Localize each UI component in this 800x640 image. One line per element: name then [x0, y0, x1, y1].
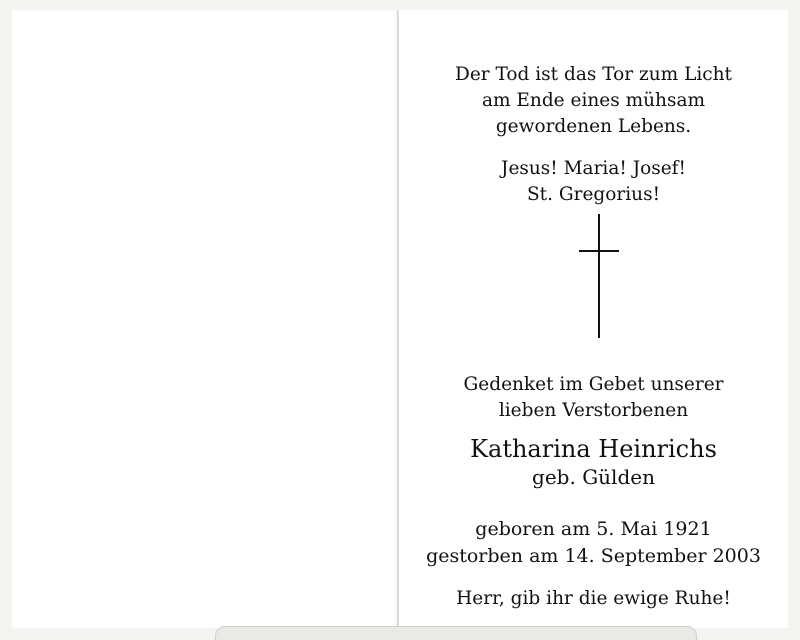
life-dates	[399, 516, 788, 570]
verse-line-2: am Ende eines mühsam	[481, 90, 706, 111]
birth-date: geboren am 5. Mai 1921	[475, 518, 712, 540]
verse-line-3: gewordenen Lebens.	[495, 116, 692, 137]
verse-line-1: Der Tod ist das Tor zum Licht	[454, 64, 732, 85]
invocation-line-1: Jesus! Maria! Josef!	[501, 158, 686, 179]
invocation-block	[399, 156, 788, 208]
latin-cross-icon	[579, 214, 619, 338]
cross-vertical-beam	[598, 214, 600, 338]
maiden-name: geb. Gülden	[532, 465, 655, 489]
verse-block	[399, 62, 788, 140]
scanner-tab-edge	[215, 626, 697, 640]
remembrance-block	[399, 372, 788, 424]
closing-prayer: Herr, gib ihr die ewige Ruhe!	[456, 588, 731, 609]
invocation-line-2: St. Gregorius!	[526, 184, 661, 205]
deceased-name: Katharina Heinrichs	[470, 435, 717, 463]
card-right-panel	[399, 10, 788, 628]
remembrance-line-1: Gedenket im Gebet unserer	[463, 374, 724, 395]
death-date: gestorben am 14. September 2003	[426, 545, 761, 567]
cross-horizontal-beam	[579, 250, 619, 252]
card-left-panel-blank	[12, 10, 398, 628]
remembrance-line-2: lieben Verstorbenen	[498, 400, 689, 421]
